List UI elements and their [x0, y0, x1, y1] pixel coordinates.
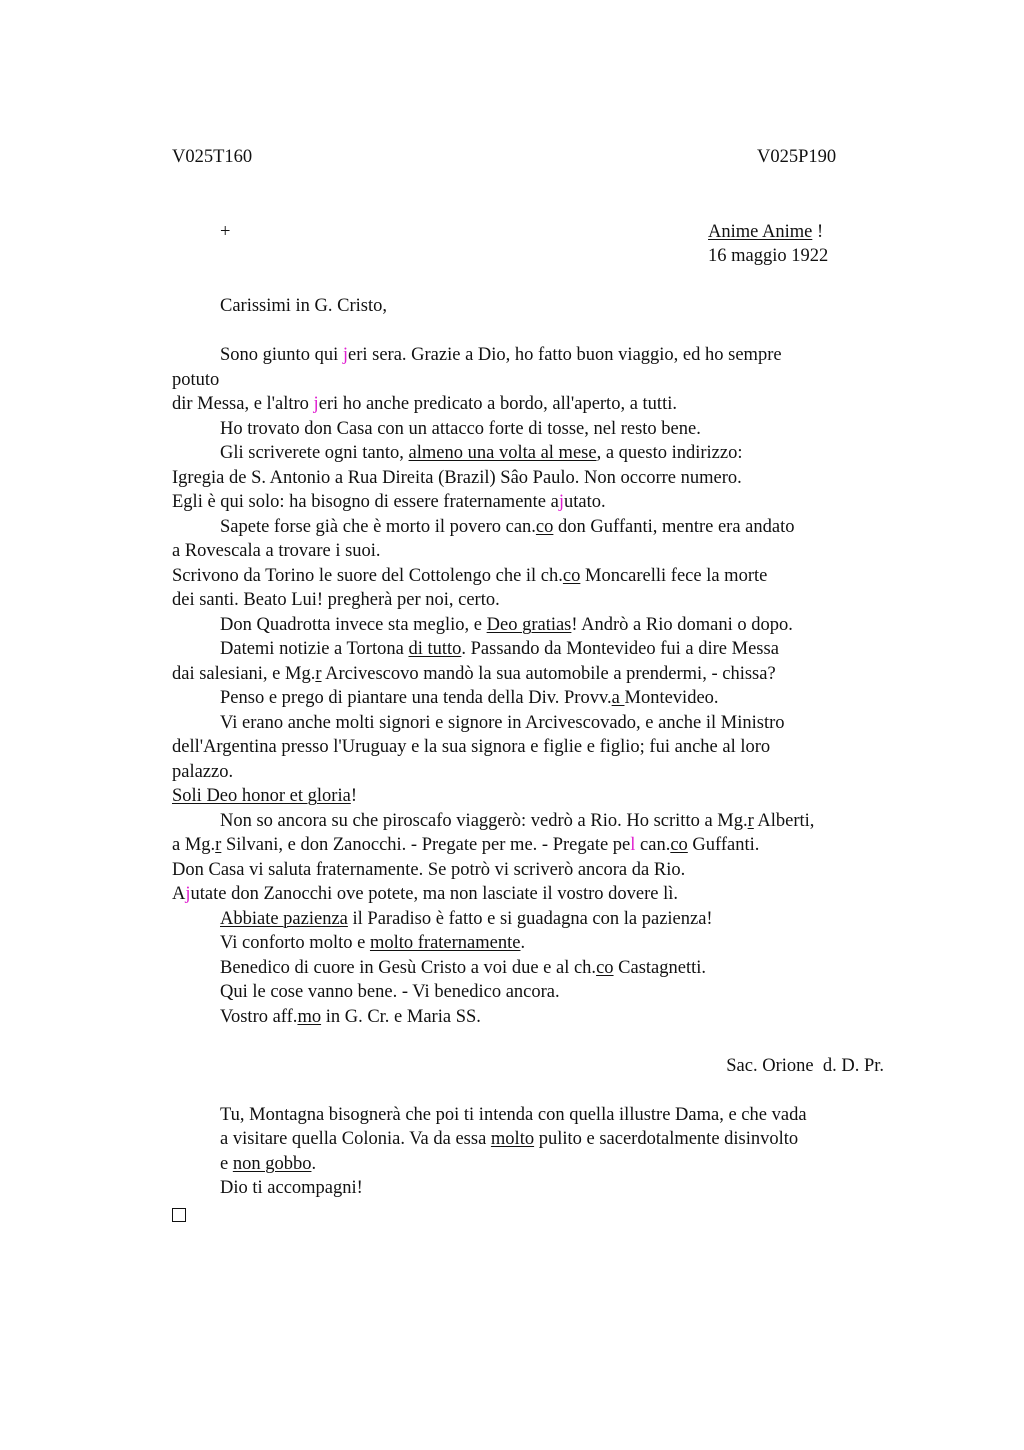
greeting: Carissimi in G. Cristo,	[220, 296, 388, 316]
text-line: Tu, Montagna bisognerà che poi ti intenda con quella illustre Dama, e che vada	[220, 1104, 807, 1125]
text-line: Soli Deo honor et gloria!	[172, 786, 357, 806]
text-line: Don Quadrotta invece sta meglio, e Deo gratias! Andrò a Rio domani o dopo.	[220, 614, 793, 635]
text-line: Igregia de S. Antonio a Rua Direita (Brazil) Sâo Paulo. Non occorre numero.	[172, 467, 742, 488]
text-line: dell'Argentina presso l'Uruguay e la sua signora e figlie e figlio; fui anche al loro	[172, 737, 771, 757]
text-line: Benedico di cuore in Gesù Cristo a voi due e al ch.co Castagnetti.	[220, 957, 707, 978]
text-line: Vi erano anche molti signori e signore in Arcivescovado, e anche il Ministro	[220, 712, 785, 733]
text-line: Abbiate pazienza il Paradiso è fatto e si guadagna con la pazienza!	[220, 908, 713, 929]
text-line: Dio ti accompagni!	[220, 1178, 363, 1198]
text-line: Sono giunto qui jeri sera. Grazie a Dio, ho fatto buon viaggio, ed ho sempre	[220, 345, 782, 365]
text-line: Ajutate don Zanocchi ove potete, ma non lasciate il vostro dovere lì.	[172, 884, 679, 904]
doc-code-left: V025T160	[172, 147, 253, 167]
text-line: Ho trovato don Casa con un attacco forte di tosse, nel resto bene.	[220, 418, 701, 439]
text-line: potuto	[172, 369, 220, 390]
text-line: a Rovescala a trovare i suoi.	[172, 541, 381, 561]
text-line: Qui le cose vanno bene. - Vi benedico ancora.	[220, 982, 560, 1002]
text-line: Egli è qui solo: ha bisogno di essere fraternamente ajutato.	[172, 492, 606, 512]
text-line: dei santi. Beato Lui! pregherà per noi, certo.	[172, 590, 500, 610]
cross-mark: +	[220, 222, 231, 242]
text-line: Datemi notizie a Tortona di tutto. Passando da Montevideo fui a dire Messa	[220, 639, 779, 659]
signature: Sac. Orione d. D. Pr.	[726, 1055, 884, 1076]
text-line: palazzo.	[172, 761, 234, 782]
letter-body	[172, 343, 902, 1225]
text-line: a Mg.r Silvani, e don Zanocchi. - Pregate per me. - Pregate pel can.co Guffanti.	[172, 835, 760, 855]
text-line: e non gobbo.	[220, 1153, 317, 1174]
text-line: Vi conforto molto e molto fraternamente.	[220, 933, 526, 953]
letter-date: 16 maggio 1922	[708, 246, 829, 266]
text-line: Sapete forse già che è morto il povero can.co don Guffanti, mentre era andato	[220, 516, 795, 537]
text-line: Scrivono da Torino le suore del Cottolengo che il ch.co Moncarelli fece la morte	[172, 565, 768, 586]
text-line: Non so ancora su che piroscafo viaggerò: vedrò a Rio. Ho scritto a Mg.r Alberti,	[220, 810, 815, 831]
text-line: dai salesiani, e Mg.r Arcivescovo mandò la sua automobile a prendermi, - chissa?	[172, 663, 776, 684]
checkbox-empty-icon	[172, 1208, 186, 1222]
text-line: dir Messa, e l'altro jeri ho anche predicato a bordo, all'aperto, a tutti.	[172, 394, 677, 414]
text-line: Gli scriverete ogni tanto, almeno una volta al mese, a questo indirizzo:	[220, 443, 743, 463]
text-line: Don Casa vi saluta fraternamente. Se potrò vi scriverò ancora da Rio.	[172, 859, 686, 880]
doc-code-right: V025P190	[757, 147, 837, 167]
text-line: Penso e prego di piantare una tenda della Div. Provv.a Montevideo.	[220, 688, 719, 708]
text-line: a visitare quella Colonia. Va da essa molto pulito e sacerdotalmente disinvolto	[220, 1129, 799, 1149]
text-line: Vostro aff.mo in G. Cr. e Maria SS.	[220, 1006, 481, 1027]
motto: Anime Anime !	[708, 222, 824, 242]
